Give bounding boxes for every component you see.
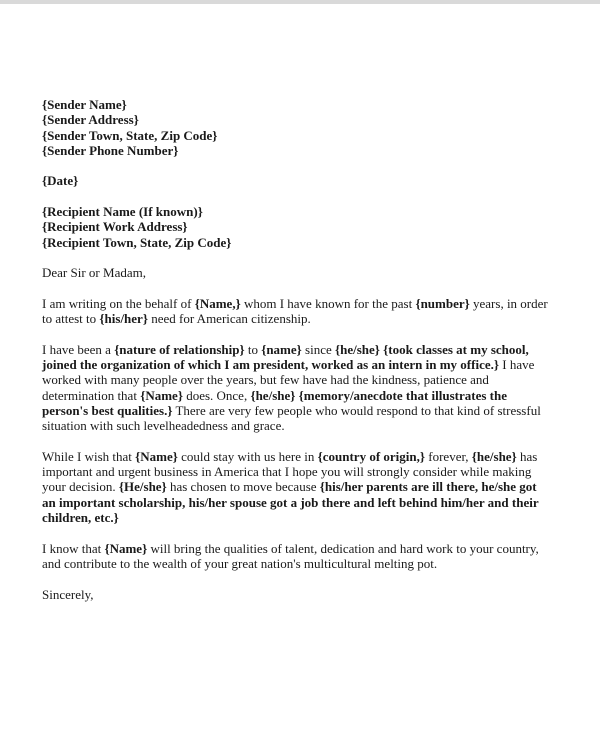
paragraph-intro: I am writing on the behalf of {Name,} whom I have known for the past {number} years, in order to attest to {his/her} need for American citizenship. [42, 295, 548, 327]
sender-name: {Sender Name} [42, 97, 127, 112]
sender-phone: {Sender Phone Number} [42, 142, 179, 158]
paragraph-relationship: I have been a {nature of relationship} to {name} since {he/she} {took classes at my school, joined the organization of which I am president, worked as an intern in my office.} I have worked with many people over the years, but few have had the kindness, patience and determination that {Name} does. Once, {he/she} {memory/anecdote that illustrates the person's best qualities.} There are very few people who would respond to that kind of stressful situation with such levelheadedness and grace. [42, 341, 541, 434]
paragraph-qualities: I know that {Name} will bring the qualities of talent, dedication and hard work to your country, and contribute to the wealth of your great nation's multicultural melting pot. [42, 540, 539, 571]
sender-address: {Sender Address} [42, 112, 139, 128]
salutation: Dear Sir or Madam, [42, 265, 146, 281]
recipient-name: {Recipient Name (If known)} [42, 204, 203, 220]
recipient-block [42, 204, 557, 250]
recipient-town: {Recipient Town, State, Zip Code} [42, 234, 232, 250]
closing: Sincerely, [42, 586, 94, 602]
sender-town: {Sender Town, State, Zip Code} [42, 127, 218, 143]
letter-body [42, 97, 557, 617]
sender-block [42, 97, 557, 158]
date-block [42, 173, 557, 188]
date-placeholder: {Date} [42, 173, 79, 189]
page-top-edge [0, 0, 600, 4]
paragraph-reason: While I wish that {Name} could stay with us here in {country of origin,} forever, {he/she} has important and urgent business in America that I hope you will strongly consider while making your decision. {He/she} has chosen to move because {his/her parents are ill there, he/she got an important scholarship, his/her spouse got a job there and left behind him/her and their children, etc.} [42, 448, 539, 526]
recipient-address: {Recipient Work Address} [42, 219, 188, 235]
